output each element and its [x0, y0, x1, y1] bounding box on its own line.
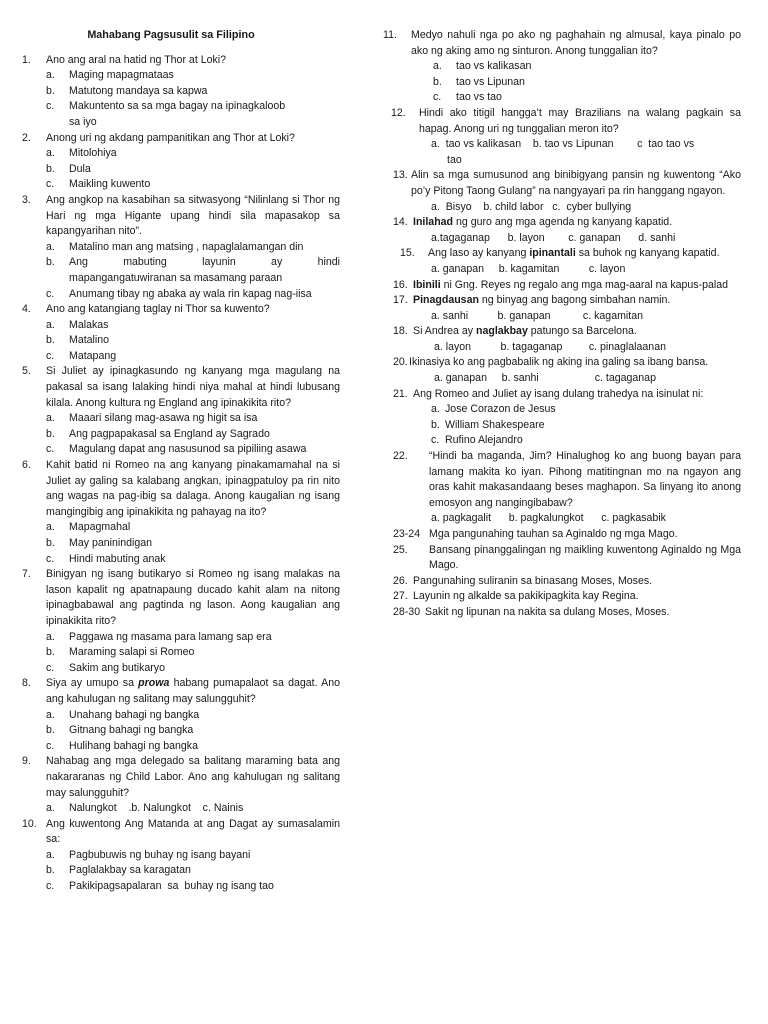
emphasized-word: prowa	[138, 677, 170, 690]
option	[22, 848, 340, 864]
text: 7.	[22, 568, 31, 581]
text: Mapagmahal	[69, 521, 131, 534]
text: 14.	[393, 216, 408, 229]
text: b.	[46, 162, 55, 175]
option-line: a. ganapan b. kagamitan c. layon	[431, 262, 626, 275]
text: ng guro ang mga agenda ng kanyang kapatid.	[453, 216, 673, 229]
text: b.	[431, 418, 440, 431]
question-25	[393, 543, 741, 574]
text: Sakim ang butikaryo	[69, 661, 165, 674]
option	[22, 287, 340, 303]
text: c.	[46, 661, 55, 674]
text: 6.	[22, 459, 31, 472]
option	[22, 84, 340, 100]
page-title: Mahabang Pagsusulit sa Filipino	[87, 29, 255, 41]
question-2	[22, 131, 340, 147]
option	[383, 418, 741, 434]
text: a.	[46, 708, 55, 721]
text: ni Gng. Reyes ng regalo ang mga mag-aaral na kapus-palad	[440, 278, 729, 291]
text: Maging mapagmataas	[69, 69, 174, 82]
text: Ang mabuting layunin ay hindi	[69, 256, 340, 269]
text: Kahit batid ni Romeo na ang kanyang pinakamamahal na si Juliet ay galing sa kalabang angkan, ipinagpatuloy pa rin nito ang wagas na pag-ibig sa dalaga. Anong kaugalian ng isang mangingibig ang ipinakikita ng pahayag na ito?	[46, 459, 340, 518]
question-3	[22, 193, 340, 240]
text: Ang angkop na kasabihan sa sitwasyong “Nilinlang si Thor ng Hari ng mga Higante upang hindi sila mapasakop sa kapangyarihan nito”.	[46, 193, 340, 238]
text: Hulihang bahagi ng bangka	[69, 739, 198, 752]
question-10	[22, 817, 340, 848]
text: May paninindigan	[69, 537, 153, 549]
text: 2.	[22, 131, 31, 144]
text: a.	[46, 630, 55, 643]
text: c.	[46, 552, 55, 565]
option-line: a. pagkagalit b. pagkalungkot c. pagkasabik	[431, 512, 666, 525]
option-line: a. ganapan b. sanhi c. tagaganap	[431, 372, 656, 385]
text: habang pumapalaot sa dagat. Ano ang kahulugan ng salitang may salungguhit?	[46, 677, 340, 705]
text: Ang kuwentong Ang Matanda at ang Dagat ay sumasalamin sa:	[46, 817, 340, 846]
text: c.	[46, 443, 55, 456]
text: Binigyan ng isang butikaryo si Romeo ng isang malakas na lason kapalit ng apatnapaung ducado kahit alam na nitong ipinagbabawal ang pagtinda ng lason. Aong kaugalian ang ipinakikita rito?	[46, 568, 340, 627]
question-14	[393, 215, 741, 231]
right-column	[383, 28, 741, 621]
text: Maraming salapi si Romeo	[69, 646, 195, 659]
text: a.	[46, 521, 55, 534]
text: Ang laso ay kanyang	[428, 247, 530, 260]
option	[383, 75, 741, 91]
text: 12.	[391, 106, 406, 119]
text: Hindi ako titigil hangga’t may Brazilians na walang pagkain sa hapag. Anong uri ng tunggalian meron ito?	[419, 106, 741, 135]
question-20	[393, 355, 741, 371]
option	[22, 708, 340, 724]
text: Malakas	[69, 318, 109, 331]
question-12	[391, 106, 741, 137]
text: a.	[46, 69, 55, 82]
text: Magulang dapat ang nasusunod sa pipiliing asawa	[69, 443, 307, 456]
option	[22, 427, 340, 443]
text: Nahabag ang mga delegado sa balitang maraming bata ang nakararanas ng Child Labor. Ano ang kahulugan ng salitang may salungguhit?	[46, 755, 340, 799]
text: a.	[433, 60, 442, 73]
text: patungo sa Barcelona.	[527, 325, 637, 338]
text: 4.	[22, 303, 31, 316]
text: 25.	[393, 543, 408, 556]
text: Pagbubuwis ng buhay ng isang bayani	[69, 848, 251, 861]
text: 27.	[393, 590, 408, 603]
option	[22, 411, 340, 427]
option-line: a. Bisyo b. child labor c. cyber bullying	[431, 200, 632, 213]
text: Alin sa mga sumusunod ang binibigyang pansin ng kuwentong “Ako po’y Pitong Taong Gulang” na nangyayari pa rin hanggang ngayon.	[411, 169, 741, 197]
option	[22, 349, 340, 365]
question-6	[22, 458, 340, 520]
option	[383, 402, 741, 418]
option-continuation: sa iyo	[69, 115, 97, 128]
option	[22, 520, 340, 536]
question-text: Ano ang aral na hatid ng Thor at Loki?	[46, 53, 227, 66]
text: 16.	[393, 278, 408, 291]
text: 13.	[393, 169, 408, 182]
text: b.	[433, 75, 442, 88]
text: 10.	[22, 817, 37, 830]
text: Layunin ng alkalde sa pakikipagkita kay Regina.	[413, 590, 639, 603]
option	[22, 333, 340, 349]
text: Sakit ng lipunan na nakita sa dulang Moses, Moses.	[425, 605, 670, 618]
text: Ano ang katangiang taglay ni Thor sa kuwento?	[46, 303, 270, 316]
text: Bansang pinanggalingan ng maikling kuwentong Aginaldo ng Mga Mago.	[429, 543, 741, 572]
text: b.	[46, 537, 55, 549]
text: 3.	[22, 193, 31, 206]
text: Matalino	[69, 334, 110, 347]
text: Ang Romeo and Juliet ay isang dulang trahedya na isinulat ni:	[413, 387, 704, 400]
text: a.	[46, 240, 55, 253]
text: Anong uri ng akdang pampanitikan ang Thor at Loki?	[46, 131, 295, 144]
option-line: a. sanhi b. ganapan c. kagamitan	[431, 309, 643, 322]
text: Nalungkot .b. Nalungkot c. Nainis	[69, 802, 244, 815]
text: 9.	[22, 755, 31, 768]
option	[22, 255, 340, 271]
text: Si Andrea ay	[413, 325, 477, 338]
text: tao vs Lipunan	[456, 75, 525, 88]
emphasized-word: naglakbay	[476, 325, 528, 338]
text: Matalino man ang matsing , napaglalamangan din	[69, 240, 304, 253]
question-17	[393, 293, 741, 309]
text: Pangunahing suliranin sa binasang Moses, Moses.	[413, 574, 653, 587]
text: William Shakespeare	[445, 418, 545, 431]
option-line: a.tagaganap b. layon c. ganapan d. sanhi	[431, 231, 676, 244]
emphasized-word: ipinantali	[529, 247, 576, 260]
text: Matapang	[69, 349, 117, 362]
option	[22, 661, 340, 677]
question-7	[22, 567, 340, 629]
text: Maaari silang mag-asawa ng higit sa isa	[69, 412, 258, 425]
text: tao vs tao	[456, 91, 502, 104]
option	[22, 630, 340, 646]
option	[383, 59, 741, 75]
text: Ang pagpapakasal sa England ay Sagrado	[69, 427, 270, 440]
option-continuation: tao	[447, 153, 462, 166]
option	[22, 645, 340, 661]
text: b.	[46, 427, 55, 440]
option	[22, 146, 340, 162]
text: b.	[46, 646, 55, 659]
text: Si Juliet ay ipinagkasundo ng kanyang mga magulang na pakasal sa isang lalaking hindi niya mahal at hindi lubusang kilala. Anong kultura ng England ang ipinakikita rito?	[46, 365, 340, 409]
text: Gitnang bahagi ng bangka	[69, 724, 194, 737]
text: a.	[46, 412, 55, 425]
option	[22, 801, 340, 817]
text: Jose Corazon de Jesus	[445, 403, 556, 416]
text: Mga pangunahing tauhan sa Aginaldo ng mga Mago.	[429, 528, 678, 540]
text: Rufino Alejandro	[445, 434, 523, 447]
question-11	[383, 28, 741, 59]
option	[22, 723, 340, 739]
question-15	[400, 246, 741, 262]
text: 8.	[22, 677, 31, 690]
text: Hindi mabuting anak	[69, 552, 166, 565]
option	[22, 240, 340, 256]
question-1	[22, 53, 340, 69]
text: a.	[46, 802, 55, 815]
option	[22, 536, 340, 552]
option	[22, 879, 340, 895]
text: Makuntento sa sa mga bagay na ipinagkaloob	[69, 100, 286, 113]
text: 21.	[393, 387, 408, 400]
text: a.	[46, 147, 55, 160]
text: a.	[46, 848, 55, 861]
option	[383, 90, 741, 106]
text: 11.	[383, 29, 397, 41]
question-21	[393, 387, 741, 403]
text: Matutong mandaya sa kapwa	[69, 84, 208, 97]
text: 17.	[393, 294, 408, 307]
text: c.	[46, 739, 55, 752]
option	[22, 442, 340, 458]
text: Maikling kuwento	[69, 178, 151, 191]
text: c.	[431, 434, 440, 447]
text: Paglalakbay sa karagatan	[69, 864, 191, 877]
text: 5.	[22, 365, 31, 378]
question-18	[393, 324, 741, 340]
text: c.	[46, 100, 55, 113]
option	[22, 739, 340, 755]
question-16	[393, 278, 741, 294]
text: b.	[46, 334, 55, 347]
text: b.	[46, 724, 55, 737]
text: ng binyag ang bagong simbahan namin.	[478, 294, 671, 307]
question-27	[393, 589, 741, 605]
text: c.	[433, 91, 442, 104]
text: 23-24	[393, 528, 421, 540]
emphasized-word: Ibinili	[413, 278, 441, 291]
text: Ikinasiya ko ang pagbabalik ng aking ina galing sa ibang bansa.	[409, 356, 709, 369]
question-8	[22, 676, 340, 707]
question-number: 1.	[22, 53, 31, 66]
text: “Hindi ba maganda, Jim? Hinalughog ko ang buong bayan para lamang makita ko iyan. Pihong matitingnan mo na ngayon ang oras kahit makasandaang beses maghapon. Sa linyang ito anong emosyon ang nangingibabaw?	[429, 450, 741, 509]
text: b.	[46, 256, 55, 269]
text: Anumang tibay ng abaka ay wala rin kapag nag-iisa	[69, 287, 312, 300]
text: 15.	[400, 247, 415, 260]
text: 20.	[393, 356, 408, 369]
text: 26.	[393, 574, 408, 587]
text: Pakikipagsapalaran sa buhay ng isang tao	[69, 880, 274, 893]
question-22	[393, 449, 741, 511]
text: Paggawa ng masama para lamang sap era	[69, 630, 272, 643]
text: b.	[46, 84, 55, 97]
question-4	[22, 302, 340, 318]
option	[22, 552, 340, 568]
question-23-24	[393, 527, 741, 543]
text: sa buhok ng kanyang kapatid.	[575, 247, 720, 260]
option	[383, 433, 741, 449]
text: c.	[46, 880, 55, 893]
text: 28-30	[393, 605, 421, 618]
text: b.	[46, 864, 55, 877]
question-28-30	[393, 605, 741, 621]
text: Siya ay umupo sa	[46, 677, 139, 690]
left-column	[22, 28, 340, 895]
text: 18.	[393, 325, 408, 338]
question-9	[22, 754, 340, 801]
text: c.	[46, 287, 55, 300]
emphasized-word: Inilahad	[413, 216, 454, 229]
option	[22, 318, 340, 334]
text: tao vs kalikasan	[456, 60, 532, 73]
option	[22, 68, 340, 84]
text: Medyo nahuli nga po ako ng paghahain ng almusal, kaya pinalo po ako ng aking amo ng sinturon. Anong tunggalian ito?	[411, 29, 741, 57]
option	[22, 863, 340, 879]
text: a.	[46, 318, 55, 331]
text: c.	[46, 349, 55, 362]
text: Dula	[69, 162, 91, 175]
question-5	[22, 364, 340, 411]
option-continuation: mapangangatuwiranan sa masamang paraan	[69, 271, 283, 284]
text: 22.	[393, 450, 408, 463]
option	[22, 162, 340, 178]
text: Unahang bahagi ng bangka	[69, 708, 200, 721]
question-13	[393, 168, 741, 199]
emphasized-word: Pinagdausan	[413, 294, 479, 307]
option	[22, 177, 340, 193]
question-26	[393, 574, 741, 590]
text: c.	[46, 178, 55, 191]
text: Mitolohiya	[69, 147, 117, 160]
option-line: a. tao vs kalikasan b. tao vs Lipunan c tao tao vs	[431, 138, 695, 151]
option	[22, 99, 340, 115]
option-line: a. layon b. tagaganap c. pinaglalaanan	[431, 340, 666, 353]
text: a.	[431, 403, 440, 416]
